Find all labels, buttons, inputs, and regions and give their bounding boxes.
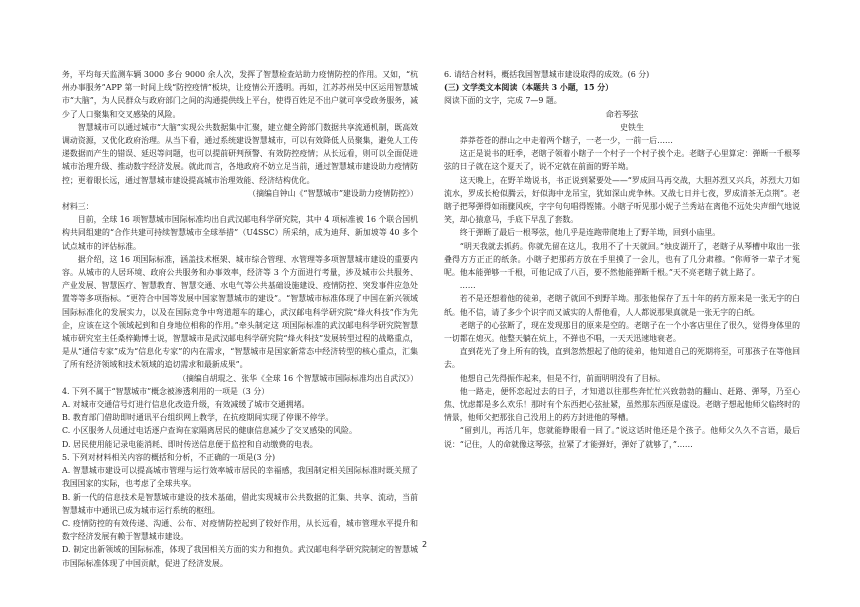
option-a: A. 智慧城市建设可以提高城市管理与运行效率城市居民的幸福感，我国制定相关国际标准时既关照了我国国家的实际，也考虑了全球共享。 <box>62 466 418 489</box>
section-heading: (三) 文学类文本阅读（本题共 3 小题，15 分） <box>444 83 614 93</box>
option-d: D. 制定出新领域的国际标准，体现了我国相关方面的实力和抱负。武汉邮电科学研究院制定的智慧城市国际标准体现了中国贡献，促进了经济发展。 <box>62 545 418 568</box>
paragraph: 终于弹断了最后一根琴弦，他几乎是连跑带爬地上了野羊坳，回到小庙里。 <box>459 228 721 238</box>
right-column <box>444 68 800 451</box>
paragraph: 目前，全球 16 项智慧城市国际标准均出自武汉邮电科学研究院，其中 4 项标准被 16 个联合国机构共同组建的“合作共建可持续智慧城市全球举措”（U4SSC）所采纳，成为迪拜、新加坡等 40 多个试点城市的评估标准。 <box>62 215 418 251</box>
paragraph: 他一路走，便怀恋起过去的日子，才知道以往那些奔忙忙兴致勃勃的翻山、赶路、弹琴，乃至心焦、忧虑都是多么欢乐！那时有个东西把心弦扯紧，虽然那东西原是虚设。老瞎子想起他师父临终时的情景，他师父把那张自己没用上的药方封进他的琴槽。 <box>444 386 800 423</box>
paragraph: 这天晚上，在野羊坳说书，书正说到紧要处——“罗成回马再交战，大胆苏烈又兴兵，苏烈大刀如流水，罗成长枪似腾云，好似海中龙吊宝，犹如深山虎争林。又战七日并七夜，罗成清茶无点荆”。老瞎子把琴弹得如雨骤风疾，字字句句唱得铿锵。小瞎子听见那小妮子兰秀站在离他不远处尖声细气地说笑，却心猿意马，手底下早乱了套数。 <box>444 175 800 225</box>
question-4: 4. 下列不属于“智慧城市”概念被渗透利用的一项是（3 分） <box>62 386 270 396</box>
paragraph: “留到儿，再活几年，您就能睁眼看一回了。”说这话时他还是个孩子。他师父久久不言语，最后说：“记住，人的命就像这琴弦，拉紧了才能弹好，弹好了就够了，”…… <box>444 426 800 449</box>
source-citation: （摘编自钟山《“智慧城市”建设助力疫情防控》） <box>248 188 418 198</box>
story-author: 史铁生 <box>620 122 644 132</box>
source-citation: （摘编自胡琨之、张华《全球 16 个智慧城市国际标准均出自武汉》） <box>178 373 418 383</box>
page-number: 2 <box>422 540 428 549</box>
option-c: C. 小区服务人员通过电话逐户查询在家隔离居民的健康信息减少了交叉感染的风险。 <box>62 426 357 436</box>
paragraph: 这正是说书的旺季，老瞎子领着小瞎子一个村子一个村子挨个走。老瞎子心里算定：弹断一千根琴弦的日子就在这个夏天了，说不定就在前面的野羊坳。 <box>444 149 800 172</box>
paragraph: 务，平均每天监测车辆 3000 多台 9000 余人次，发挥了智慧检查站助力疫情防控的作用。又如，“杭州办事服务”APP 第一时间上线“防控疫情”板块，让疫情公开透明。再如，江苏苏州吴中区运用智慧城市“大脑”，为人民群众与政府部门之间的沟通提供线上平台，使得百姓足不出户就可享受政务服务，减少了人口聚集和交叉感染的风险。 <box>62 70 418 119</box>
paragraph: 智慧城市可以通过城市“大脑”实现公共数据集中汇聚，建立健全跨部门数据共享流通机制，既高效调动资源，又优化政府治理。从当下看，通过系统建设智慧城市，可以有效降低人员聚集，避免人工传递数据而产生的错误、延迟等问题，也可以提前研判预警、有效防控疫情；从长远看，则可以全面促进城市治理升级、推动数字经济发展。就此而言，各地政府不妨立足当前，通过智慧城市建设助力疫情防控；更着眼长远，通过智慧城市建设提高城市治理效能、经济结构优化。 <box>62 122 418 185</box>
material-heading: 材料三： <box>62 202 94 212</box>
paragraph: 老瞎子的心弦断了，现在发现那目的原来是空的。老瞎子在一个小客店里住了很久，觉得身体里的一切都在熄灭。他整天躺在炕上，不弹也不唱，一天天迅速地衰老。 <box>444 320 800 344</box>
paragraph: 他想自己先得振作起来，但是不行，前面明明没有了目标。 <box>459 373 665 383</box>
question-5: 5. 下列对材料相关内容的概括和分析，不正确的一项是(3 分) <box>62 452 276 462</box>
paragraph: 据介绍，这 16 项国际标准，涵盖技术框架、城市综合管理、水管理等多项智慧城市建设的重要内容。从城市的人居环境、政府公共服务和办事效率，经济等 3 个方面进行考量，涉及城市公共服务、产业发展、智慧医疗、智慧教育、智慧交通、水电气等公共基础设施建设、疫情防控、突发事件应急处置等等多项指标。“更符合中国等发展中国家智慧城市的建设”。“智慧城市标准体现了中国在新兴领域国际标准化的发展实力，以及在国际竞争中弯道超车的雄心，武汉邮电科学研究院“烽火科技”作为先企，应该在这个领域起到和自身地位相称的作用。”牵头制定这 项国际标准的武汉邮电科学研究院智慧城市研究室主任桑梓勤博士说，智慧城市是武汉邮电科学研究院“烽火科技”发展转型过程的战略重点，是从“通信专家”成为“信息化专家”的内在需求，“智慧城市是国家新常态中经济转型的核心重点，汇集了所有经济领域和技术领域的追切需求和最新成果”。 <box>62 254 418 370</box>
question-6: 6. 请结合材料，概括我国智慧城市建设取得的成效。(6 分) <box>444 70 650 79</box>
option-c: C. 疫情防控的有效传递、沟通、公布、对疫情防控起到了较好作用，从长远看，城市管理水平提升和数字经济发展有赖于智慧城市建设。 <box>62 518 418 542</box>
left-column <box>62 68 418 570</box>
instructions: 阅读下面的文字，完成 7—9 题。 <box>444 96 562 106</box>
option-a: A. 对城市交通信号灯进行信息化改造升级，有效减缓了城市交通拥堵。 <box>62 400 310 410</box>
option-b: B. 新一代的信息技术是智慧城市建设的技术基础，借此实现城市公共数据的汇集、共享、流动，当前智慧城市中通讯已成为城市运行系统的枢纽。 <box>62 492 418 515</box>
paragraph: 莽莽苍苍的群山之中走着两个瞎子，一老一少，一前一后…… <box>459 136 673 146</box>
option-b: B. 教育部门借助即时通讯平台组织网上教学，在抗疫期间实现了停课不停学。 <box>62 413 334 423</box>
option-d: D. 居民使用能记录电能消耗、即时传送信息便于监控和自动缴费的电表。 <box>62 439 318 449</box>
paragraph: 若不是还想着他的徒弟，老瞎子就回不到野羊坳。那张他保存了五十年的药方原来是一张无字的白纸。他不信，请了多少个识字而又诚实的人帮他看，人人都说那果真就是一张无字的白纸。 <box>444 294 800 317</box>
story-title: 命若琴弦 <box>605 108 639 119</box>
ellipsis: …… <box>459 281 476 291</box>
paragraph: “明天我就去抓药。你就先留在这儿，我用不了十天就回。”烛皮湖开了，老瞎子从琴槽中取出一张叠得方方正正的纸条。小瞎子把那药方放在手里摸了一会儿，也有了几分肃穆。“你师爷一辈子才冤呢。他本能弹够一千根，可他记成了八百，要不然他能弹断千根。”天不亮老瞎子就上路了。 <box>444 241 800 278</box>
paragraph: 直到花光了身上所有的钱，直到忽然想起了他的徒弟，他知道自己的死期将至，可那孩子在等他回去。 <box>444 347 800 370</box>
